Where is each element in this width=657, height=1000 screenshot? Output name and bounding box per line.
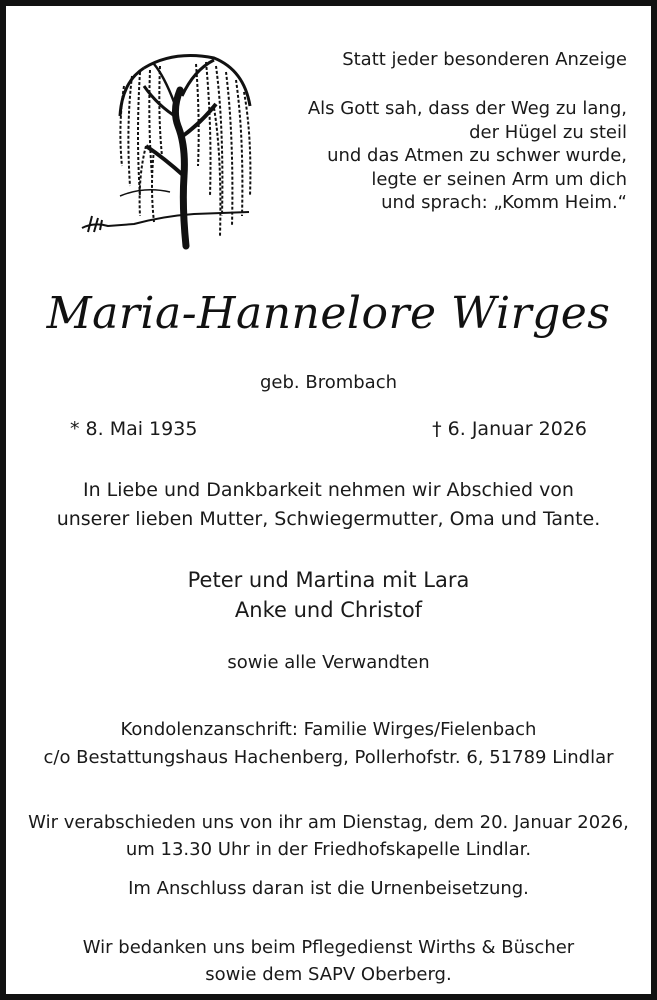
family-line: Anke und Christof <box>234 597 423 622</box>
birth-date: * 8. Mai 1935 <box>70 418 198 440</box>
poem-line: und das Atmen zu schwer wurde, <box>327 145 627 167</box>
weeping-willow-icon <box>74 46 264 251</box>
poem-line: legte er seinen Arm um dich <box>371 168 627 190</box>
poem-line: Als Gott sah, dass der Weg zu lang, <box>307 98 627 120</box>
death-date: † 6. Januar 2026 <box>432 418 587 440</box>
thanks-line: sowie dem SAPV Oberberg. <box>205 964 452 985</box>
poem-line: der Hügel zu steil <box>469 121 627 143</box>
relatives-text: sowie alle Verwandten <box>227 652 430 673</box>
poem-line: und sprach: „Komm Heim.“ <box>381 191 627 213</box>
service-line: um 13.30 Uhr in der Friedhofskapelle Lindlar. <box>125 839 532 860</box>
condolence-address <box>6 716 651 772</box>
deceased-name: Maria-Hannelore Wirges <box>46 288 611 339</box>
intro-section <box>247 48 627 214</box>
family-names <box>6 566 651 626</box>
family-line: Peter und Martina mit Lara <box>187 568 470 592</box>
service-line: Wir verabschieden uns von ihr am Dienstag, dem 20. Januar 2026, <box>28 812 629 833</box>
service-info <box>6 809 651 863</box>
urn-burial-text: Im Anschluss daran ist die Urnenbeisetzung. <box>128 878 529 899</box>
poem <box>247 97 627 214</box>
thanks-line: Wir bedanken uns beim Pflegedienst Wirths & Büscher <box>82 937 575 958</box>
farewell-line: unserer lieben Mutter, Schwiegermutter, Oma und Tante. <box>56 508 601 531</box>
thanks-text <box>6 934 651 988</box>
farewell-text <box>6 476 651 535</box>
condolence-line: Kondolenzanschrift: Familie Wirges/Fielenbach <box>120 719 537 740</box>
notice-heading: Statt jeder besonderen Anzeige <box>342 49 627 70</box>
condolence-line: c/o Bestattungshaus Hachenberg, Pollerhofstr. 6, 51789 Lindlar <box>43 746 614 768</box>
maiden-name: geb. Brombach <box>259 372 398 393</box>
farewell-line: In Liebe und Dankbarkeit nehmen wir Abschied von <box>83 479 574 501</box>
